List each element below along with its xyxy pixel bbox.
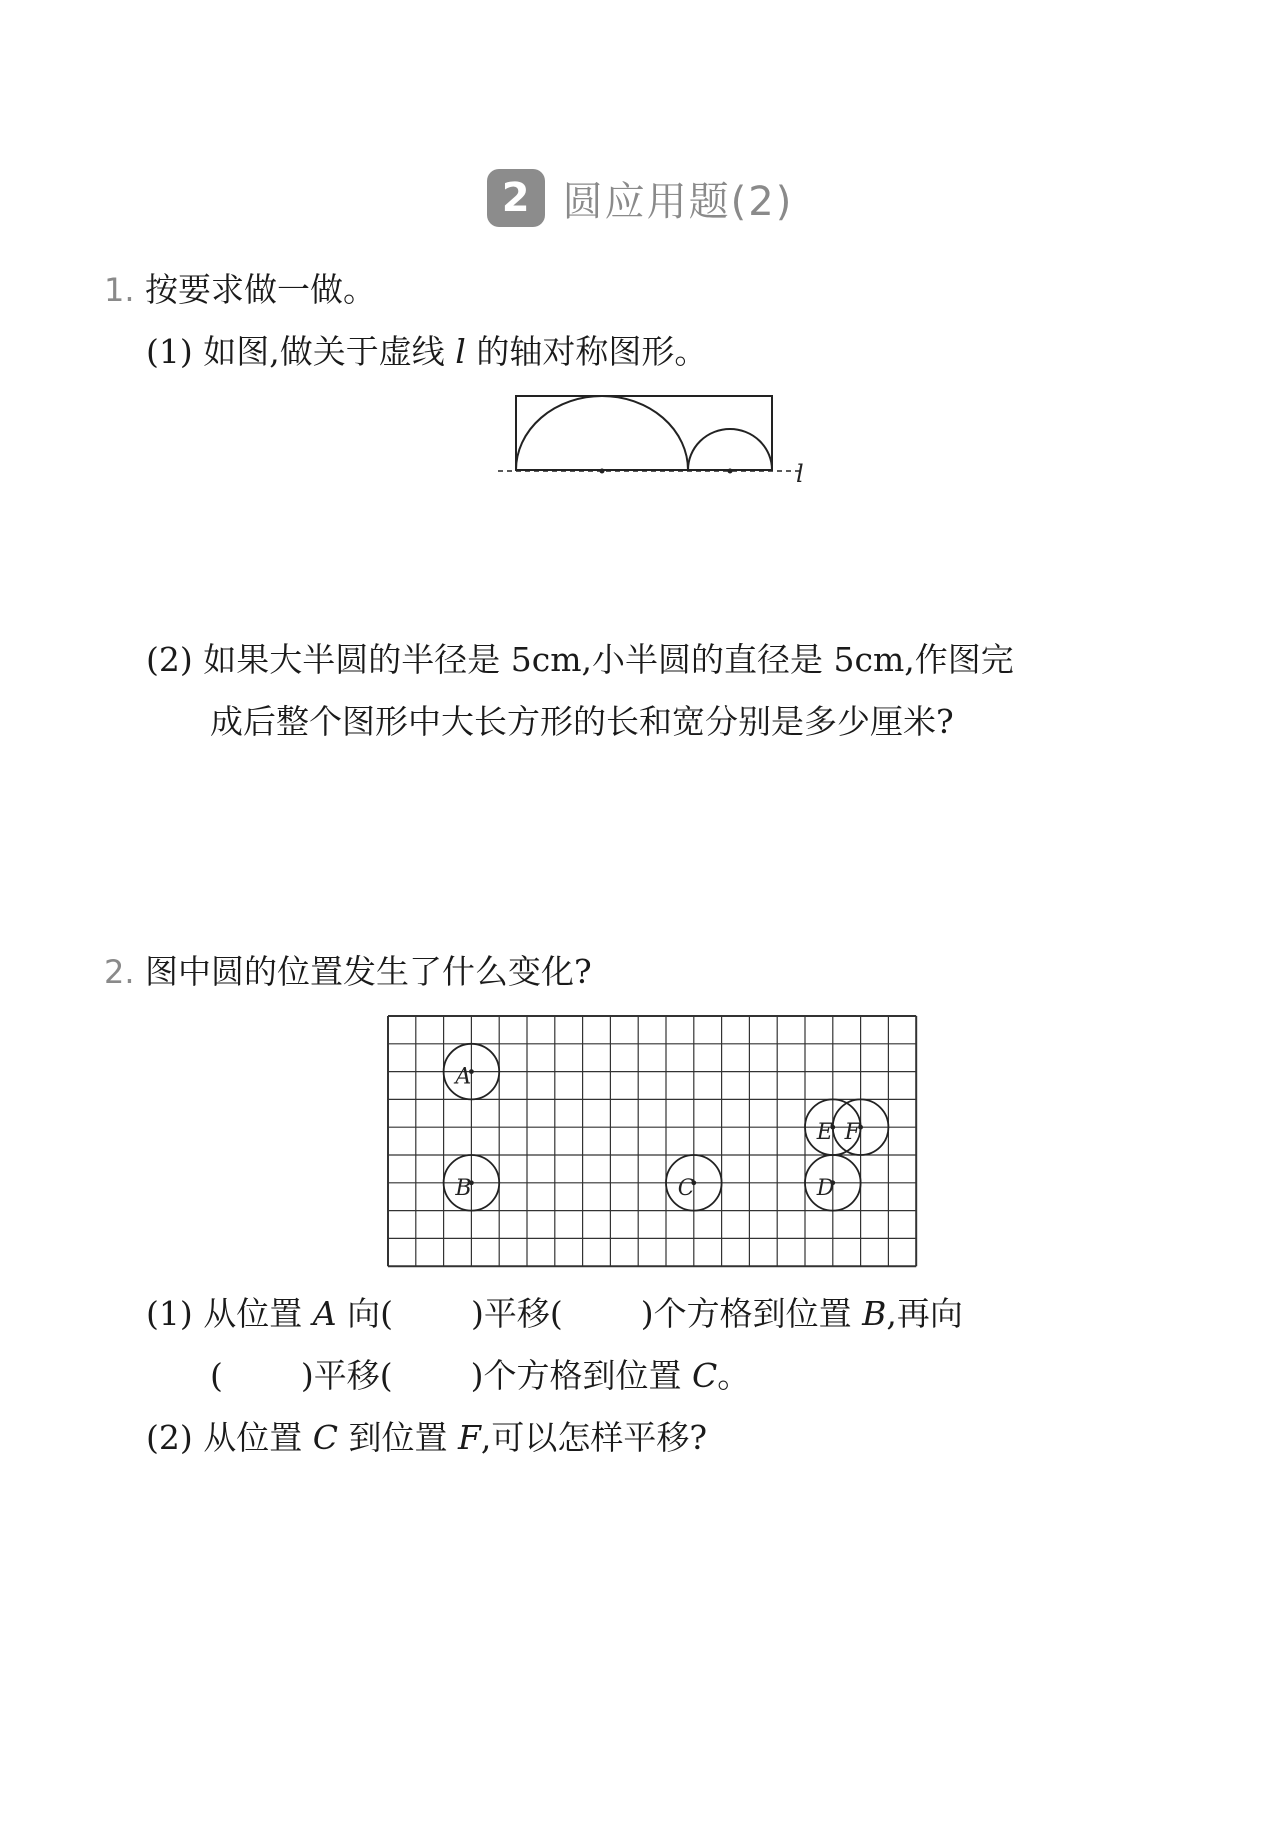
circle-label: C <box>677 1175 695 1201</box>
part-label: (1) <box>146 1294 193 1333</box>
question-2-text: 图中圆的位置发生了什么变化? <box>145 952 592 991</box>
section-number-badge: 2 <box>487 169 545 227</box>
part-text: 从位置 <box>203 1418 303 1457</box>
part-label: (2) <box>146 1418 193 1457</box>
circle-label: A <box>455 1064 472 1090</box>
part-text: )平移( <box>300 1356 393 1395</box>
question-2-number: 2. <box>104 953 135 991</box>
question-1-number: 1. <box>104 271 135 309</box>
part-text: 如图,做关于虚线 <box>203 332 445 371</box>
part-text: 向( <box>347 1294 393 1333</box>
part-text: ,再向 <box>886 1294 963 1333</box>
part-text: ( <box>210 1356 223 1395</box>
part-label: (2) <box>146 640 193 679</box>
question-1-text: 按要求做一做。 <box>145 270 377 309</box>
position-variable: F <box>458 1418 481 1457</box>
symmetry-figure <box>490 390 820 500</box>
part-text: 。 <box>717 1356 751 1395</box>
small-semicircle <box>688 429 772 470</box>
part-text: )个方格到位置 <box>470 1356 682 1395</box>
part-text: 到位置 <box>348 1418 448 1457</box>
part-label: (1) <box>146 332 193 371</box>
question-1-part-2-line-2 <box>210 700 954 744</box>
question-1-stem <box>104 268 376 312</box>
question-2-part-1-line-1 <box>146 1292 963 1336</box>
large-semicircle <box>516 396 688 470</box>
position-variable: C <box>312 1418 338 1457</box>
large-semicircle-center <box>600 469 605 474</box>
small-semicircle-center <box>728 469 733 474</box>
section-header <box>0 166 1280 230</box>
part-text: 的轴对称图形。 <box>476 332 708 371</box>
section-title: 圆应用题(2) <box>562 178 794 225</box>
question-1-part-2-line-1 <box>146 638 1014 682</box>
question-2-part-2 <box>146 1416 707 1460</box>
part-text: 如果大半圆的半径是 5cm,小半圆的直径是 5cm,作图完 <box>203 640 1014 679</box>
circle-label: E <box>816 1120 833 1146</box>
part-text: )平移( <box>470 1294 563 1333</box>
position-variable: B <box>862 1294 887 1333</box>
part-text: 从位置 <box>203 1294 303 1333</box>
part-text: )个方格到位置 <box>640 1294 852 1333</box>
question-2-stem <box>104 950 592 994</box>
question-2-part-1-line-2 <box>210 1354 750 1398</box>
part-text: 成后整个图形中大长方形的长和宽分别是多少厘米? <box>210 702 954 741</box>
translation-grid <box>382 1010 922 1272</box>
axis-label: l <box>796 460 804 488</box>
axis-variable: l <box>455 332 466 371</box>
circle-label: F <box>844 1120 860 1146</box>
position-variable: C <box>692 1356 718 1395</box>
circle-label: D <box>816 1175 835 1201</box>
circle-label: B <box>455 1175 472 1201</box>
position-variable: A <box>312 1294 337 1333</box>
question-1-part-1 <box>146 330 707 374</box>
part-text: ,可以怎样平移? <box>480 1418 708 1457</box>
